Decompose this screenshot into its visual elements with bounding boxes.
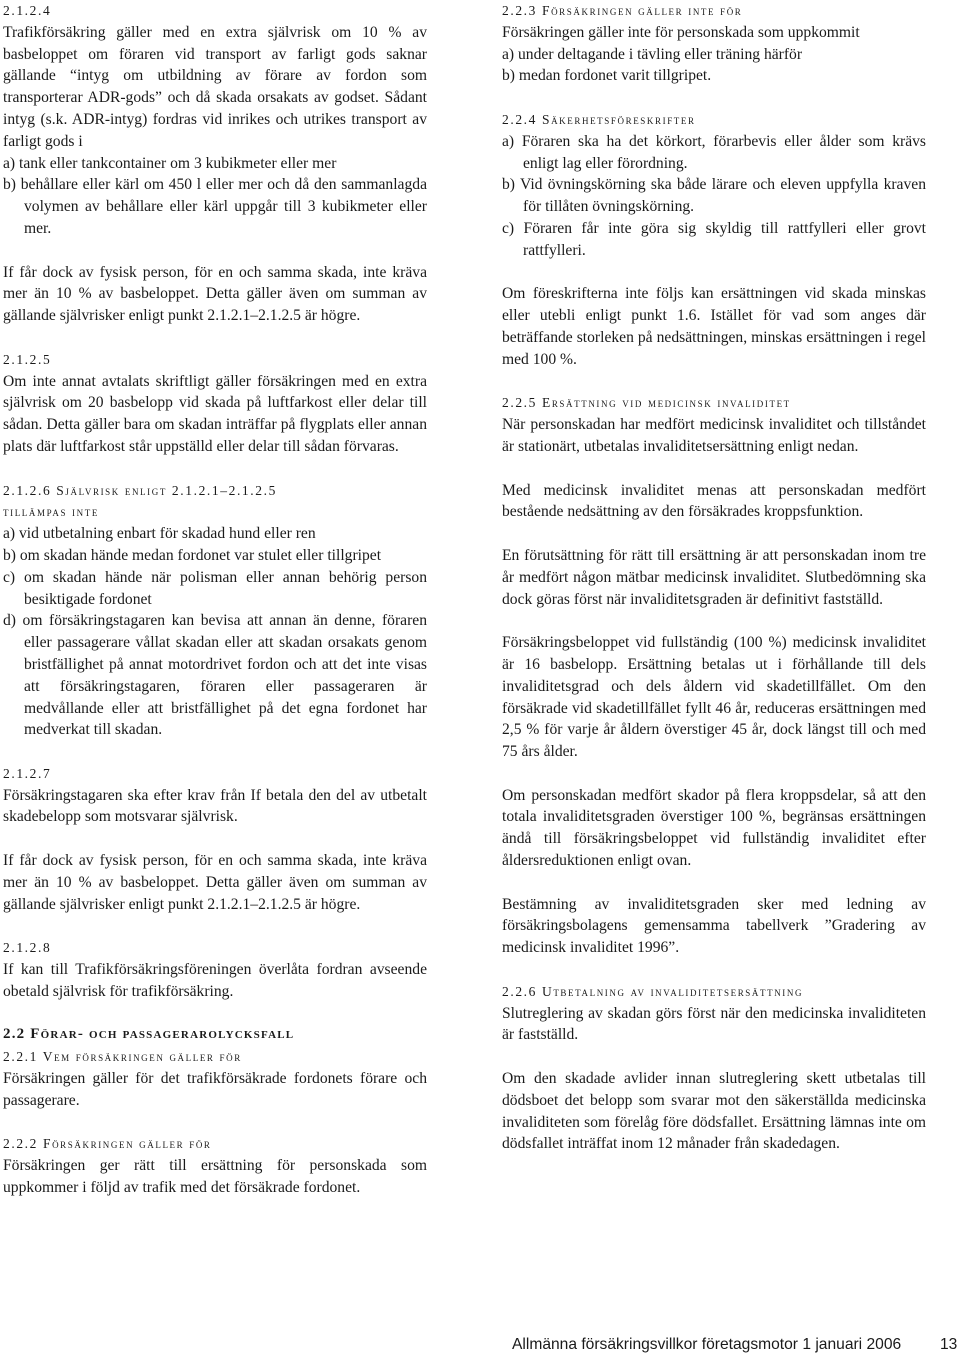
list-item: b) medan fordonet varit tillgripet. <box>502 67 712 85</box>
section-226-paragraph-1: Slutreglering av skadan görs först när den medicinska invaliditeten är fastställd. <box>502 1004 926 1044</box>
list-item: b) om skadan hände medan fordonet var stulet eller tillgripet <box>3 546 382 564</box>
section-221-paragraph: Försäkringen gäller för det trafikförsäkrade fordonets förare och passagerare. <box>3 1070 427 1109</box>
footer-text: Allmänna försäkringsvillkor företagsmotor 1 januari 2006 <box>512 1336 902 1353</box>
list-item: a) Föraren ska ha det körkort, förarbevis eller ålder som krävs enligt lag eller förordning. <box>502 132 926 172</box>
section-225-paragraph-6: Bestämning av invaliditetsgraden sker med ledning av försäkringsbolagens gemensamma tabellverk ”Gradering av medicinsk invaliditet 1996”. <box>502 895 926 957</box>
section-2128-paragraph: If kan till Trafikförsäkringsföreningen överlåta fordran avseende obetald självrisk för trafikförsäkring. <box>3 961 427 1000</box>
section-2127-paragraph-2: If får dock av fysisk person, för en och samma skada, inte kräva mer än 10 % av basbeloppet. Detta gäller även om summan av gällande självrisker enligt punkt 2.1.2.1–2.1.2.5 är högre. <box>3 852 427 913</box>
section-22-heading: 2.2 Förar- och passagerarolycksfall <box>3 1026 295 1043</box>
section-2124-paragraph-2: If får dock av fysisk person, för en och samma skada, inte kräva mer än 10 % av basbeloppet. Detta gäller även om summan av gällande självrisker enligt punkt 2.1.2.1–2.1.2.5 är högre. <box>3 263 427 325</box>
section-2125-paragraph: Om inte annat avtalats skriftligt gäller försäkringen med en extra självrisk om 20 basbelopp vid skada på luftfarkost eller delar till sådan. Detta gäller bara om skadan inträffar på flygplats eller annan plats där luftfarkost står uppställd eller delar till sådan förvaras. <box>3 372 427 455</box>
list-item: a) under deltagande i tävling eller träning härför <box>502 45 803 63</box>
section-225-paragraph-2: Med medicinsk invaliditet menas att personskadan medfört bestående nedsättning av den försäkrades kroppsfunktion. <box>502 481 926 521</box>
section-224-title: 2.2.4 Säkerhetsföreskrifter <box>502 111 696 127</box>
section-number-2124: 2.1.2.4 <box>3 3 52 18</box>
section-number-2127: 2.1.2.7 <box>3 765 52 781</box>
section-2124-paragraph-1: Trafikförsäkring gäller med en extra självrisk om 10 % av basbeloppet om föraren vid transport av farligt gods saknar gällande “intyg om utbildning av förare av fordon som transporterar ADR-gods” och då skada orsakats av godset. Sådant intyg (s.k. ADR-intyg) fordras vid inrikes och utrikes transport av farligt gods i <box>3 23 427 150</box>
section-225-title: 2.2.5 Ersättning vid medicinsk invaliditet <box>502 395 791 411</box>
section-225-paragraph-1: När personskadan har medfört medicinsk invaliditet och tillståndet är stationärt, utbetalas invaliditetsersättning enligt nedan. <box>502 416 926 455</box>
list-item: b) Vid övningskörning ska både lärare och eleven uppfylla kraven för tillåten övningskörning. <box>502 176 926 216</box>
section-223-title: 2.2.3 Försäkringen gäller inte för <box>502 3 743 18</box>
section-223-paragraph: Försäkringen gäller inte för personskada som uppkommit <box>502 23 860 41</box>
section-222-paragraph: Försäkringen ger rätt till ersättning för personskada som uppkommer i följd av trafik med det försäkrade fordonet. <box>3 1157 427 1197</box>
section-221-title: 2.2.1 Vem försäkringen gäller för <box>3 1049 242 1065</box>
section-2127-paragraph-1: Försäkringstagaren ska efter krav från If betala den del av utbetalt skadebelopp som motsvarar självrisk. <box>3 786 427 826</box>
section-number-2128: 2.1.2.8 <box>3 940 52 956</box>
section-224-paragraph: Om föreskrifterna inte följs kan ersättningen vid skada minskas eller utebli enligt punkt 1.6. Istället för vad som anges där beträffande storleken på nedsättningen, minskas ersättningen i regel med 100 %. <box>502 285 926 368</box>
list-item: b) behållare eller kärl om 450 l eller mer och då den sammanlagda volymen av behållare eller kärl uppgår till 3 kubikmeter eller mer. <box>3 176 427 237</box>
section-222-title: 2.2.2 Försäkringen gäller för <box>3 1136 212 1152</box>
section-number-2125: 2.1.2.5 <box>3 351 52 367</box>
list-item: d) om försäkringstagaren kan bevisa att annan än denne, föraren eller passagerare vållat skadan eller att skadan orsakats genom bristfällighet på annat motordrivet fordon och att det inte visas att försäkringstagaren, föraren eller passageraren är medvållande eller att bristfällighet på det egna fordonet har medverkat till skadan. <box>3 612 427 739</box>
list-item: a) vid utbetalning enbart för skadad hund eller ren <box>3 525 316 543</box>
list-item: a) tank eller tankcontainer om 3 kubikmeter eller mer <box>3 154 337 172</box>
section-225-paragraph-3: En förutsättning för rätt till ersättning är att personskadan inom tre år medfört någon mätbar medicinsk invaliditet. Slutbedömning ska dock göras först när invaliditetsgraden är definitivt fastställd. <box>502 546 926 608</box>
section-225-paragraph-4: Försäkringsbeloppet vid fullständig (100 %) medicinsk invaliditet är 16 basbelopp. Ersättning betalas ut i förhållande till dels invaliditetsgrad och dels åldern vid skadetillfället. Om den försäkrade vid skadetillfället fyllt 46 år, reduceras ersättningen med 2,5 % för varje år åldern överstiger 45 år, dock längst till och med 75 års ålder. <box>502 634 926 761</box>
section-2126-title-cont: tillämpas inte <box>3 504 99 520</box>
left-column <box>3 0 427 1199</box>
list-item: c) Föraren får inte göra sig skyldig till rattfylleri eller grovt rattfylleri. <box>502 219 926 259</box>
page-number: 13 <box>940 1336 958 1353</box>
section-2126-title: 2.1.2.6 Självrisk enligt 2.1.2.1–2.1.2.5 <box>3 482 277 498</box>
section-225-paragraph-5: Om personskadan medfört skador på flera kroppsdelar, så att den totala invaliditetsgraden överstiger 100 %, begränsas ersättningen ändå till försäkringsbeloppet vid fullständig invaliditet efter åldersreduktionen enligt ovan. <box>502 786 926 870</box>
section-226-paragraph-2: Om den skadade avlider innan slutreglering skett utbetalas till dödsboet det belopp som svarar mot den säkerställda medicinska invaliditeten som förelåg före dödsfallet. Ersättning lämnas inte om dödsfallet inträffat inom 12 månader från skadedagen. <box>502 1070 926 1153</box>
page-footer <box>512 1334 960 1356</box>
right-column <box>502 0 926 1155</box>
section-226-title: 2.2.6 Utbetalning av invaliditetsersättning <box>502 983 804 999</box>
list-item: c) om skadan hände när polisman eller annan behörig person besiktigade fordonet <box>3 568 427 608</box>
